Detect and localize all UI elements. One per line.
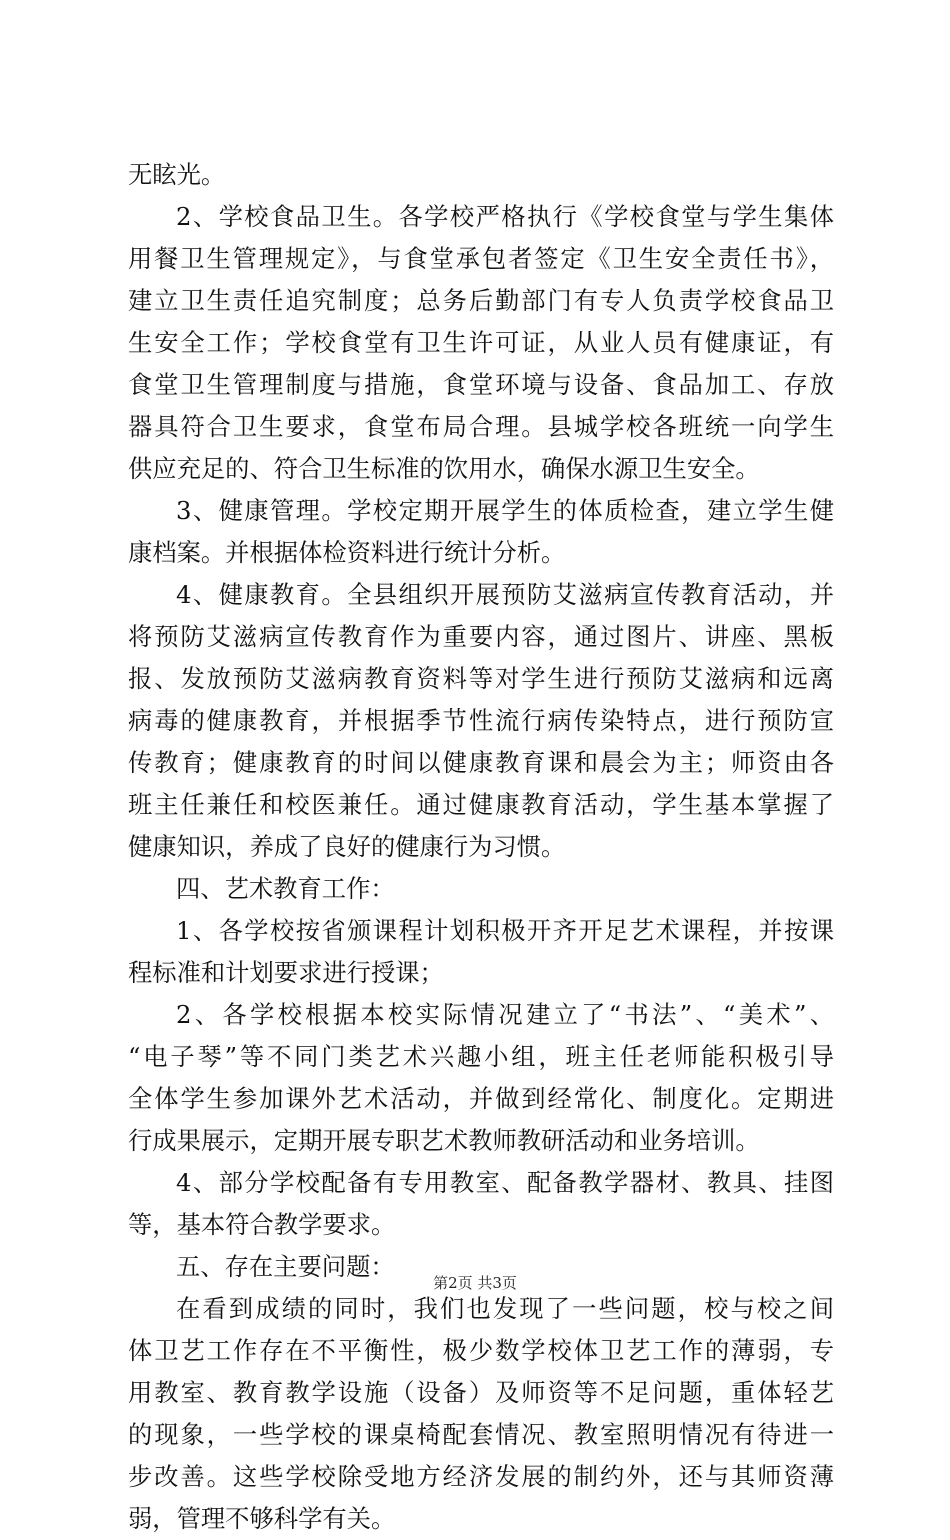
text-line: 程标准和计划要求进行授课； — [128, 958, 444, 987]
document-body — [128, 154, 834, 1540]
text-line: 1、各学校按省颁课程计划积极开齐开足艺术课程，并按课 — [176, 916, 834, 945]
text-line: 病毒的健康教育，并根据季节性流行病传染特点，进行预防宣 — [128, 706, 834, 735]
text-line: 行成果展示，定期开展专职艺术教师教研活动和业务培训。 — [128, 1126, 760, 1155]
text-line: 弱，管理不够科学有关。 — [128, 1504, 396, 1533]
text-line: 健康知识，养成了良好的健康行为习惯。 — [128, 832, 566, 861]
text-line: 器具符合卫生要求，食堂布局合理。县城学校各班统一向学生 — [128, 412, 834, 441]
text-line: 报、发放预防艾滋病教育资料等对学生进行预防艾滋病和远离 — [128, 664, 834, 693]
text-line: 的现象，一些学校的课桌椅配套情况、教室照明情况有待进一 — [128, 1420, 834, 1449]
text-line: 4、部分学校配备有专用教室、配备教学器材、教具、挂图 — [176, 1168, 834, 1197]
text-line: 2、各学校根据本校实际情况建立了“书法”、“美术”、 — [176, 1000, 834, 1029]
section-heading: 五、存在主要问题： — [176, 1252, 395, 1281]
text-line: 食堂卫生管理制度与措施，食堂环境与设备、食品加工、存放 — [128, 370, 834, 399]
text-line: 建立卫生责任追究制度；总务后勤部门有专人负责学校食品卫 — [128, 286, 834, 315]
text-line: 体卫艺工作存在不平衡性，极少数学校体卫艺工作的薄弱，专 — [128, 1336, 834, 1365]
text-line: 生安全工作；学校食堂有卫生许可证，从业人员有健康证，有 — [128, 328, 834, 357]
page-number-footer: 第2页 共3页 — [433, 1274, 517, 1292]
text-line: 用教室、教育教学设施（设备）及师资等不足问题，重体轻艺 — [128, 1378, 834, 1407]
text-line: 步改善。这些学校除受地方经济发展的制约外，还与其师资薄 — [128, 1462, 834, 1491]
text-line: 在看到成绩的同时，我们也发现了一些问题，校与校之间 — [176, 1294, 834, 1323]
text-line: 将预防艾滋病宣传教育作为重要内容，通过图片、讲座、黑板 — [128, 622, 834, 651]
text-line: 用餐卫生管理规定》，与食堂承包者签定《卫生安全责任书》， — [128, 244, 834, 273]
text-line: 4、健康教育。全县组织开展预防艾滋病宣传教育活动，并 — [176, 580, 834, 609]
text-line: “电子琴”等不同门类艺术兴趣小组，班主任老师能积极引导 — [128, 1042, 834, 1071]
text-line: 供应充足的、符合卫生标准的饮用水，确保水源卫生安全。 — [128, 454, 760, 483]
section-heading: 四、艺术教育工作： — [176, 874, 395, 903]
text-line: 2、学校食品卫生。各学校严格执行《学校食堂与学生集体 — [176, 202, 834, 231]
text-line: 无眩光。 — [128, 160, 226, 189]
text-line: 班主任兼任和校医兼任。通过健康教育活动，学生基本掌握了 — [128, 790, 834, 819]
text-line: 3、健康管理。学校定期开展学生的体质检查，建立学生健 — [176, 496, 834, 525]
text-line: 康档案。并根据体检资料进行统计分析。 — [128, 538, 566, 567]
text-line: 全体学生参加课外艺术活动，并做到经常化、制度化。定期进 — [128, 1084, 834, 1113]
text-line: 传教育；健康教育的时间以健康教育课和晨会为主；师资由各 — [128, 748, 834, 777]
text-line: 等，基本符合教学要求。 — [128, 1210, 396, 1239]
